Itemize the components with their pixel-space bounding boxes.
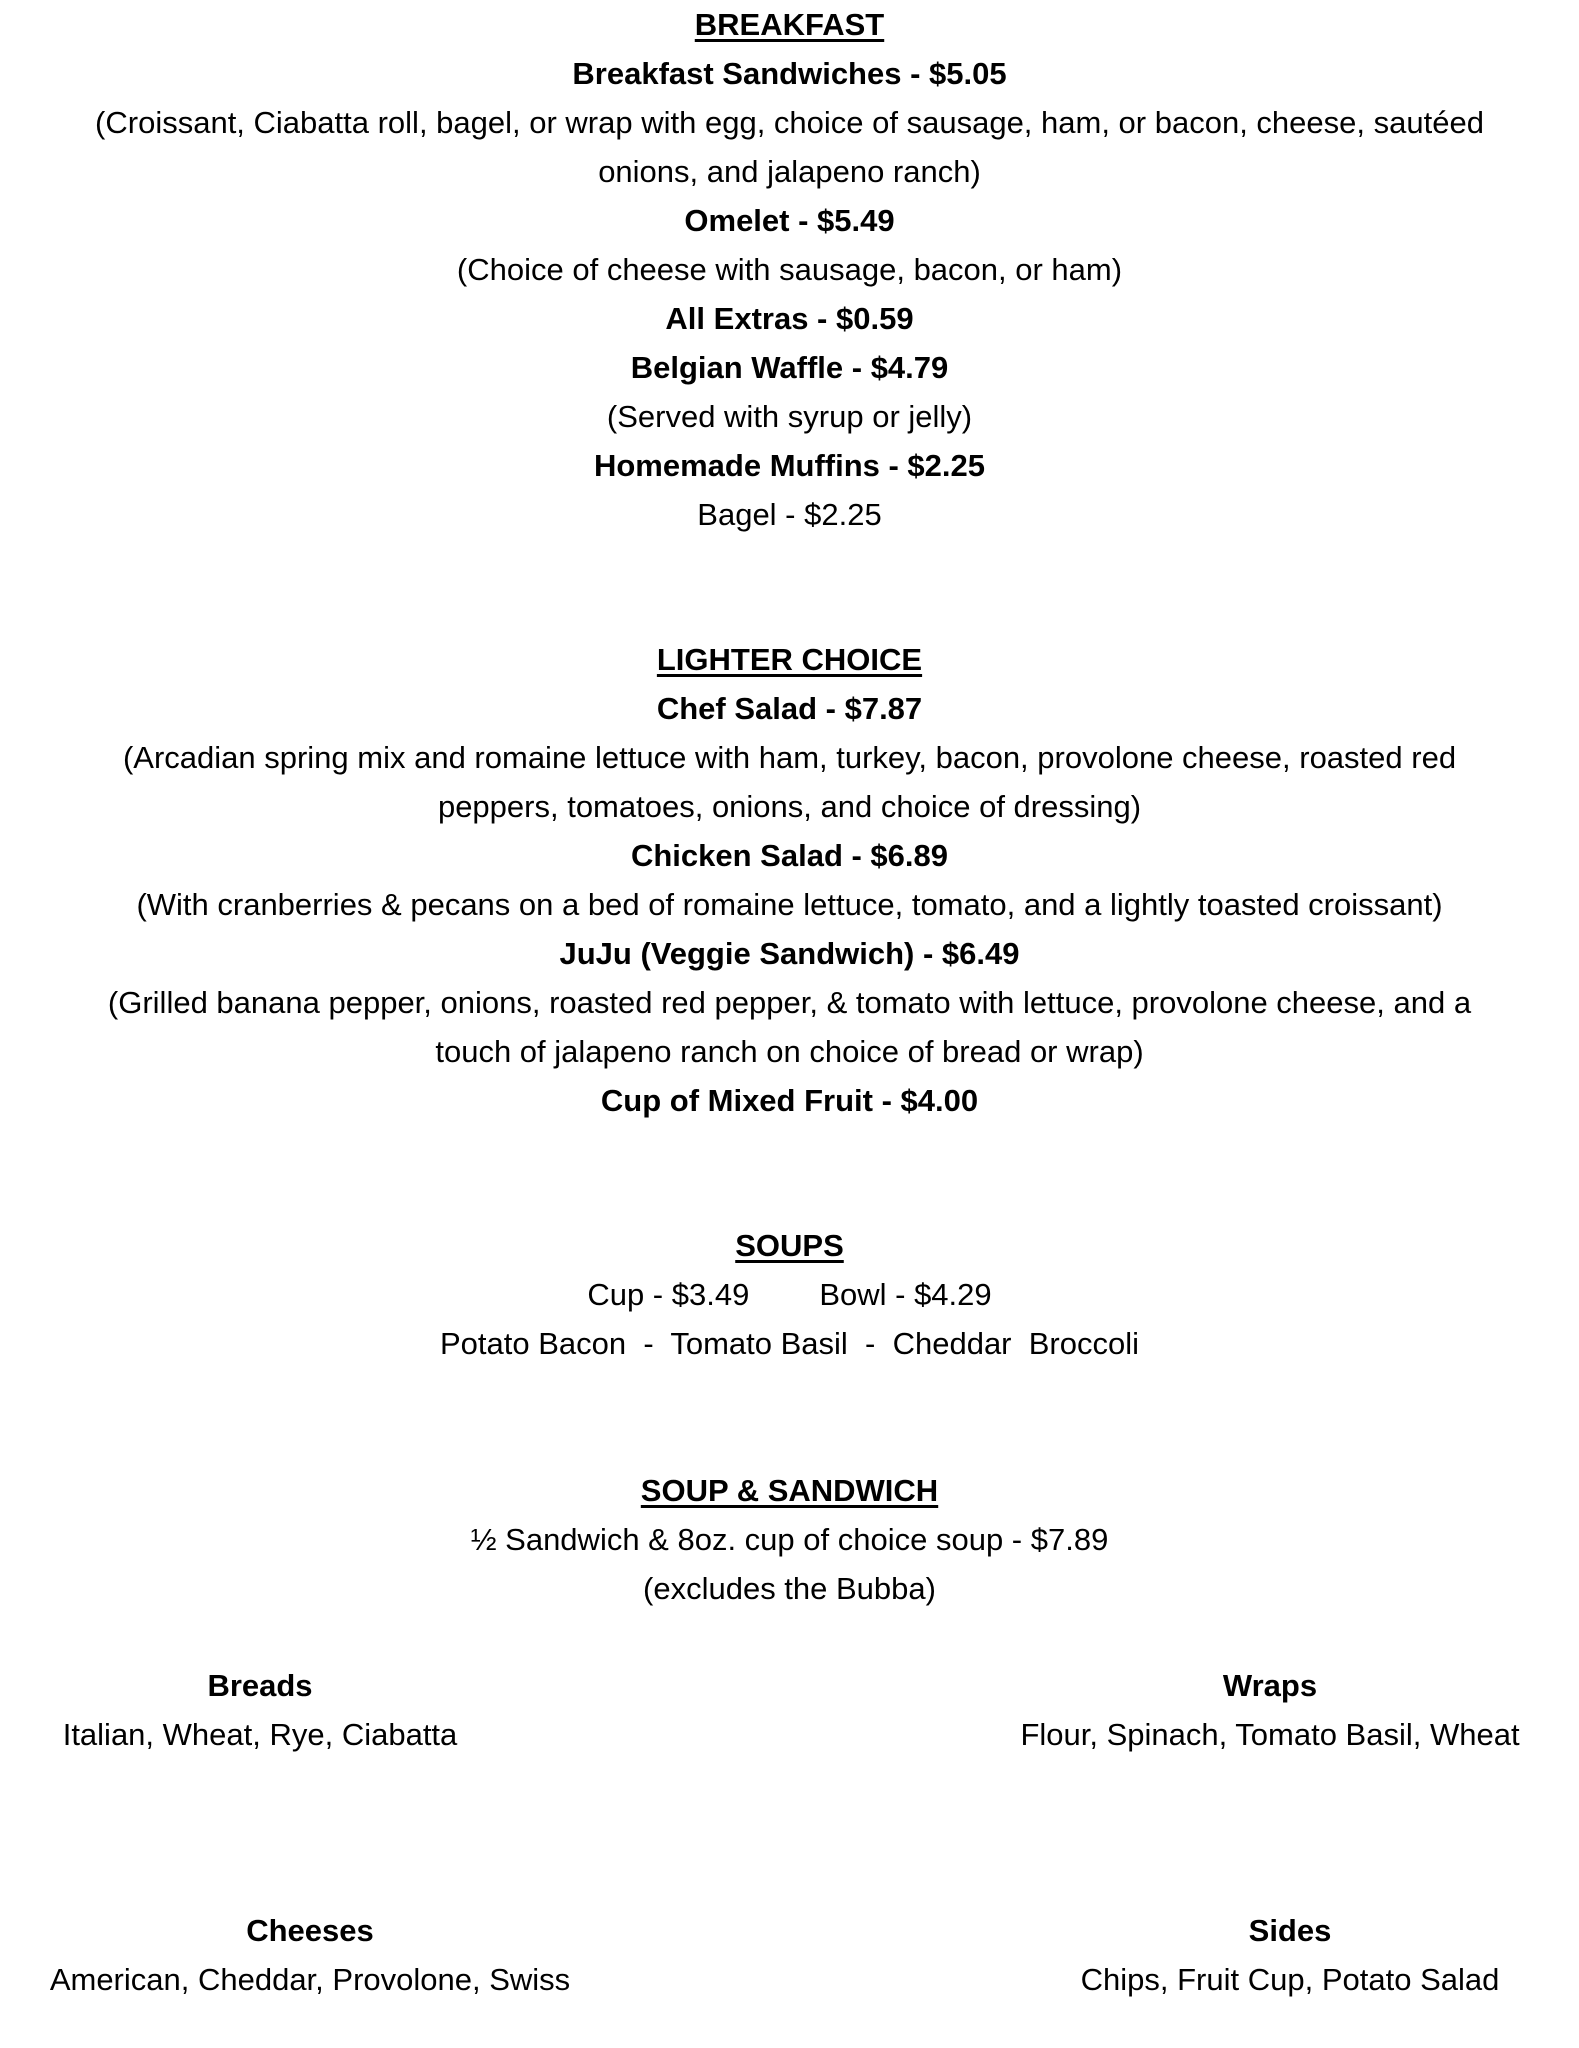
breads-heading: Breads <box>207 1668 313 1703</box>
juju-item: JuJu (Veggie Sandwich) - $6.49 <box>559 936 1020 971</box>
soup-prices <box>20 1270 1559 1319</box>
juju-description: (Grilled banana pepper, onions, roasted red pepper, & tomato with lettuce, provolone cheese, and a <box>107 985 1472 1020</box>
soups-heading: SOUPS <box>735 1228 844 1263</box>
soup-sandwich-offer: ½ Sandwich & 8oz. cup of choice soup - $7.89 <box>470 1522 1109 1557</box>
soups-section <box>20 1221 1559 1368</box>
mixed-fruit-item: Cup of Mixed Fruit - $4.00 <box>600 1083 979 1118</box>
sides-list: Chips, Fruit Cup, Potato Salad <box>1080 1962 1500 1997</box>
belgian-waffle-description: (Served with syrup or jelly) <box>606 399 973 434</box>
breakfast-heading: BREAKFAST <box>694 7 885 42</box>
breakfast-sandwiches-description-cont: onions, and jalapeno ranch) <box>598 154 981 189</box>
chef-salad-description: (Arcadian spring mix and romaine lettuce with ham, turkey, bacon, provolone cheese, roasted red <box>122 740 1457 775</box>
chicken-salad-description: (With cranberries & pecans on a bed of romaine lettuce, tomato, and a lightly toasted croissant) <box>136 887 1443 922</box>
cheeses-list: American, Cheddar, Provolone, Swiss <box>49 1962 571 1997</box>
homemade-muffins-item: Homemade Muffins - $2.25 <box>593 448 986 483</box>
wraps-section <box>970 1661 1570 1759</box>
omelet-item: Omelet - $5.49 <box>684 203 895 238</box>
breads-list: Italian, Wheat, Rye, Ciabatta <box>62 1717 458 1752</box>
breads-section <box>20 1661 500 1759</box>
sides-heading: Sides <box>1248 1913 1332 1948</box>
juju-description-cont: touch of jalapeno ranch on choice of bread or wrap) <box>435 1034 1144 1069</box>
cheeses-heading: Cheeses <box>246 1913 374 1948</box>
soup-sandwich-note: (excludes the Bubba) <box>643 1571 936 1606</box>
bagel-item: Bagel - $2.25 <box>697 497 882 532</box>
wraps-heading: Wraps <box>1222 1668 1318 1703</box>
chef-salad-item: Chef Salad - $7.87 <box>656 691 923 726</box>
cheeses-section <box>20 1906 600 2004</box>
chicken-salad-item: Chicken Salad - $6.89 <box>630 838 949 873</box>
belgian-waffle-item: Belgian Waffle - $4.79 <box>630 350 949 385</box>
sides-section <box>1040 1906 1540 2004</box>
soup-sandwich-heading: SOUP & SANDWICH <box>640 1473 939 1508</box>
soup-cup-price: Cup - $3.49 <box>587 1277 750 1312</box>
breakfast-sandwiches-item: Breakfast Sandwiches - $5.05 <box>572 56 1007 91</box>
soup-varieties: Potato Bacon - Tomato Basil - Cheddar Broccoli <box>440 1326 1139 1361</box>
soup-bowl-price: Bowl - $4.29 <box>819 1277 992 1312</box>
lighter-choice-section <box>20 635 1559 1125</box>
wraps-list: Flour, Spinach, Tomato Basil, Wheat <box>1020 1717 1520 1752</box>
all-extras-item: All Extras - $0.59 <box>665 301 914 336</box>
chef-salad-description-cont: peppers, tomatoes, onions, and choice of dressing) <box>437 789 1142 824</box>
lighter-choice-heading: LIGHTER CHOICE <box>656 642 923 677</box>
breakfast-section <box>20 0 1559 539</box>
omelet-description: (Choice of cheese with sausage, bacon, or ham) <box>456 252 1123 287</box>
soup-sandwich-section <box>20 1466 1559 1613</box>
breakfast-sandwiches-description: (Croissant, Ciabatta roll, bagel, or wrap with egg, choice of sausage, ham, or bacon, cheese, sautéed <box>95 105 1484 140</box>
